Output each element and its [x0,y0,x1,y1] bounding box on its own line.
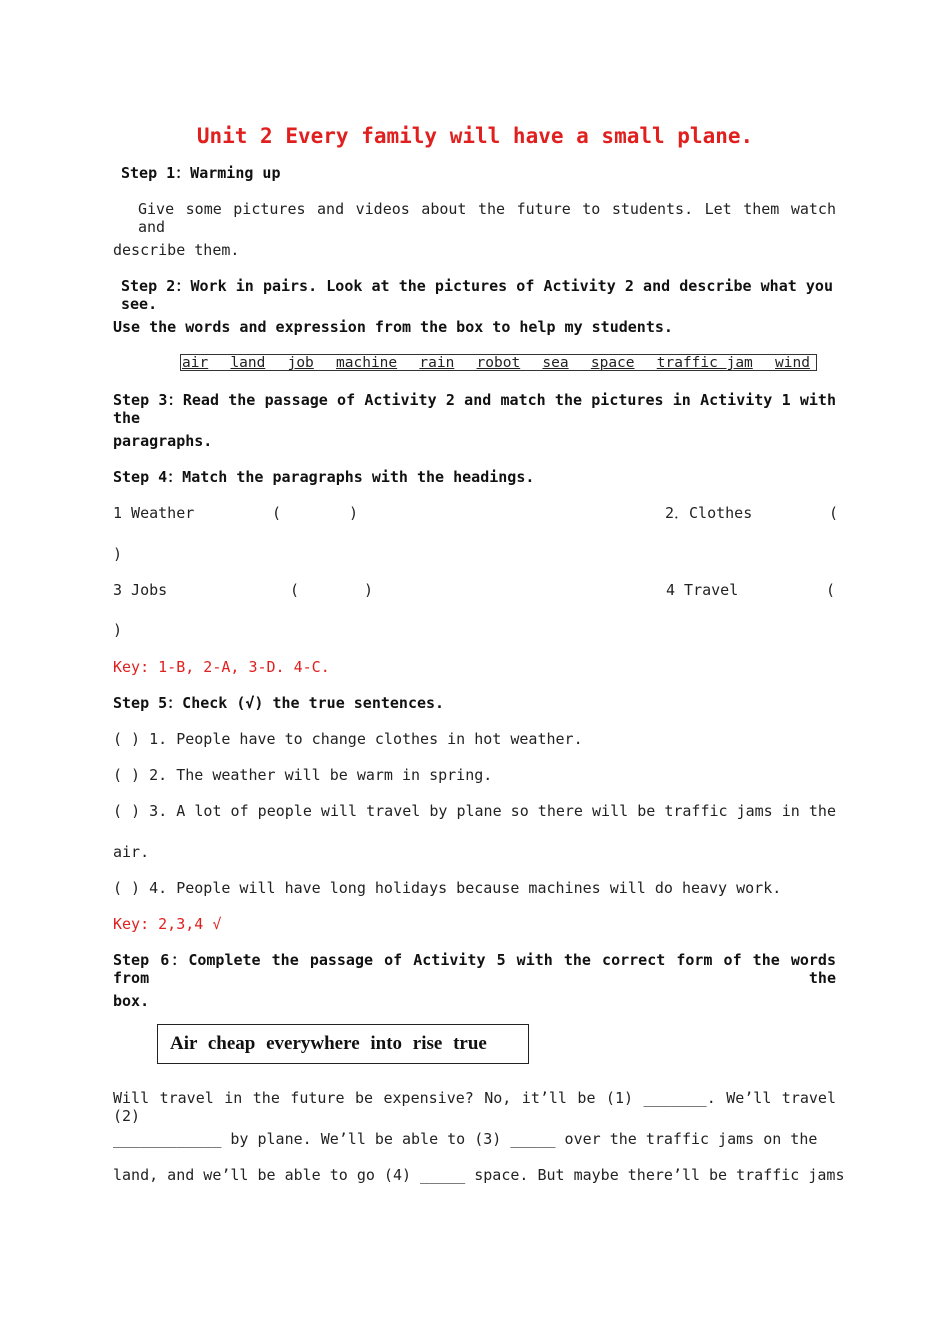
step1-heading: Step 1：Warming up [121,164,281,182]
heading-item-travel: 4 Travel [666,581,739,599]
vocab-word: sea [542,355,569,371]
answer-paren-close: ) [364,581,374,599]
sentence-1: ( ) 1. People have to change clothes in hot weather. [113,730,583,748]
sentence-3-line1: ( ) 3. A lot of people will travel by plane so there will be traffic jams in the [113,802,836,820]
passage-line1: Will travel in the future be expensive? No, it’ll be (1) _______. We’ll travel (2) [113,1089,836,1125]
step3-line2: paragraphs. [113,432,213,450]
answer-paren-close: ) [113,621,123,639]
step1-text-line1: Give some pictures and videos about the future to students. Let them watch and [138,200,836,236]
answer-paren-open: ( [829,504,839,522]
step2-line2: Use the words and expression from the box to help my students. [113,318,673,336]
step5-key: Key: 2,3,4 √ [113,915,222,933]
step4-key: Key: 1-B, 2-A, 3-D. 4-C. [113,658,330,676]
heading-item-jobs: 3 Jobs [113,581,168,599]
answer-paren-close: ) [113,545,123,563]
vocab-word: robot [476,355,521,371]
sentence-4: ( ) 4. People will have long holidays because machines will do heavy work. [113,879,782,897]
step4-heading: Step 4：Match the paragraphs with the headings. [113,468,535,486]
sentence-3-line2: air. [113,843,150,861]
step6-line2: box. [113,992,150,1010]
step3-line1: Step 3：Read the passage of Activity 2 and match the pictures in Activity 1 with the [113,391,836,427]
passage-line3: land, and we’ll be able to go (4) _____ space. But maybe there’ll be traffic jams [113,1166,845,1184]
answer-paren-open: ( [290,581,300,599]
step1-text-line2: describe them. [113,241,240,259]
vocab-word: space [590,355,635,371]
heading-item-weather: 1 Weather [113,504,195,522]
page-title: Unit 2 Every family will have a small plane. [196,124,754,148]
step5-heading: Step 5：Check (√) the true sentences. [113,694,445,712]
vocab-word: job [287,355,314,371]
answer-paren-open: ( [826,581,836,599]
sentence-2: ( ) 2. The weather will be warm in spring. [113,766,493,784]
step6-line1: Step 6：Complete the passage of Activity 5 with the correct form of the words from the [113,951,836,987]
word-choice-box: Air cheap everywhere into rise true [157,1024,529,1064]
vocab-word: air [182,355,209,371]
step2-line1: Step 2：Work in pairs. Look at the pictures of Activity 2 and describe what you see. [121,277,833,313]
vocab-word: land [230,355,266,371]
answer-paren-open: ( [272,504,282,522]
vocab-word: rain [419,355,455,371]
passage-line2: ____________ by plane. We’ll be able to (3) _____ over the traffic jams on the [113,1130,818,1148]
answer-paren-close: ) [349,504,359,522]
vocab-word: machine [336,355,398,371]
vocab-word: traffic jam [656,355,753,371]
vocabulary-box [180,354,817,371]
heading-item-clothes: 2．Clothes [665,504,753,522]
vocab-word: wind [775,355,810,371]
